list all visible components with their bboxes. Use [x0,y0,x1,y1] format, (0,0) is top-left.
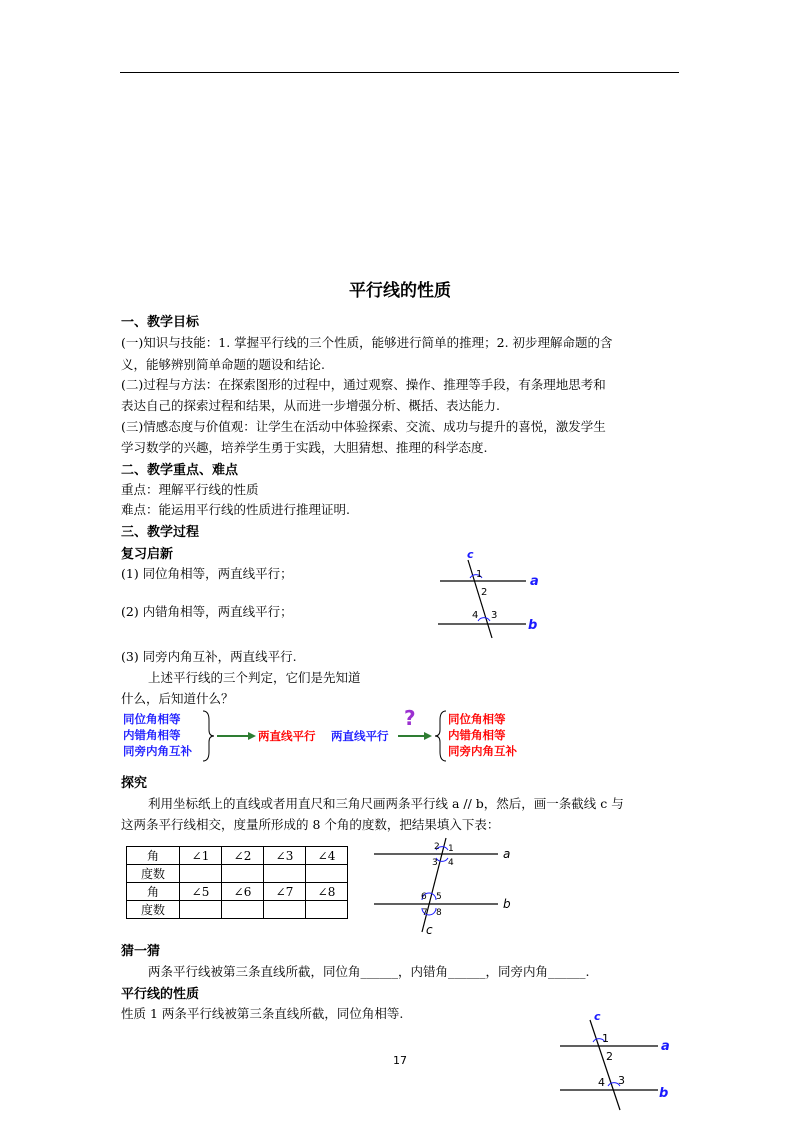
goal-2b: 表达自己的探索过程和结果，从而进一步增强分析、概括、表达能力. [121,398,500,413]
label-a: a [530,574,539,589]
angle-3: 3 [491,610,498,621]
flow-left-2: 内错角相等 [123,728,181,742]
goal-1a: (一)知识与技能：1. 掌握平行线的三个性质，能够进行简单的推理；2. 初步理解命题的含 [121,335,613,350]
table-cell: ∠8 [306,883,348,901]
page-title: 平行线的性质 [349,281,451,301]
review-1: (1) 同位角相等，两直线平行； [121,566,293,581]
table-row [127,883,348,901]
review-2: (2) 内错角相等，两直线平行； [121,604,293,619]
table-cell: ∠4 [306,847,348,865]
figure-parallel-lines-1 [430,548,550,640]
angle-5: 5 [436,892,442,902]
angle-6: 6 [421,892,427,902]
right-brace-open [435,711,446,761]
table-cell: 角 [127,883,180,901]
goal-2a: (二)过程与方法：在探索图形的过程中，通过观察、操作、推理等手段，有条理地思考和 [121,377,606,392]
angle-4: 4 [472,610,479,621]
page-number: 17 [393,1054,407,1067]
review-4a: 上述平行线的三个判定，它们是先知道 [148,670,361,685]
section-explore: 探究 [121,776,148,791]
label-b: b [659,1086,669,1101]
flow-left-3: 同旁内角互补 [123,744,192,758]
section-keypoints: 二、教学重点、难点 [121,463,239,478]
angle-7: 7 [422,908,428,918]
table-cell[interactable] [264,865,306,883]
flow-left-1: 同位角相等 [123,712,181,726]
difficulty-text: 难点：能运用平行线的性质进行推理证明. [121,502,350,517]
table-row [127,865,348,883]
arrow-right-icon [424,732,432,740]
review-3: (3) 同旁内角互补，两直线平行. [121,649,297,664]
table-cell: 度数 [127,865,180,883]
table-cell: 度数 [127,901,180,919]
table-cell: ∠6 [222,883,264,901]
section-review: 复习启新 [121,547,174,562]
table-cell: ∠7 [264,883,306,901]
guess-text: 两条平行线被第三条直线所截，同位角______，内错角______，同旁内角______. [148,964,590,979]
angle-3: 3 [432,858,438,868]
angle-2: 2 [434,842,440,852]
table-row [127,901,348,919]
table-cell: ∠3 [264,847,306,865]
section-goals: 一、教学目标 [121,315,200,330]
table-cell[interactable] [180,901,222,919]
table-cell[interactable] [306,865,348,883]
table-cell[interactable] [222,865,264,883]
table-cell: ∠2 [222,847,264,865]
label-c: c [426,923,433,937]
flow-connectors [200,708,460,764]
flow-right-list [448,711,517,759]
explore-1: 利用坐标纸上的直线或者用直尺和三角尺画两条平行线 a // b，然后，画一条截线 c 与 [148,796,624,811]
angle-8: 8 [436,908,442,918]
flow-right-3: 同旁内角互补 [448,744,517,758]
arrow-right-icon [248,732,256,740]
table-cell: ∠5 [180,883,222,901]
angle-1: 1 [448,844,454,854]
section-properties: 平行线的性质 [121,987,200,1002]
angle-table [126,846,348,919]
flow-mid-2: 两直线平行 [331,729,389,743]
section-guess: 猜一猜 [121,944,161,959]
angle-2: 2 [606,1050,613,1063]
flow-right-1: 同位角相等 [448,712,506,726]
table-cell[interactable] [180,865,222,883]
angle-2: 2 [481,587,488,598]
label-b: b [528,618,538,633]
focus-text: 重点：理解平行线的性质 [121,482,259,497]
goal-3a: (三)情感态度与价值观：让学生在活动中体验探索、交流、成功与提升的喜悦，激发学生 [121,419,606,434]
label-c: c [467,548,474,561]
angle-3: 3 [618,1074,625,1087]
goal-3b: 学习数学的兴趣，培养学生勇于实践，大胆猜想、推理的科学态度. [121,440,488,455]
angle-1: 1 [476,569,483,580]
table-cell[interactable] [306,901,348,919]
explore-2: 这两条平行线相交，度量所形成的 8 个角的度数，把结果填入下表： [121,817,500,832]
question-mark-icon: ? [404,706,416,730]
table-cell: 角 [127,847,180,865]
figure-eight-angles [370,836,520,936]
property-1: 性质 1 两条平行线被第三条直线所截，同位角相等. [121,1006,404,1021]
table-row [127,847,348,865]
angle-4: 4 [598,1076,605,1089]
label-b: b [503,897,511,911]
goal-1b: 义，能够辨别简单命题的题设和结论. [121,357,325,372]
table-cell: ∠1 [180,847,222,865]
review-4b: 什么，后知道什么？ [121,691,234,706]
header-rule [120,72,679,73]
left-brace-close [203,711,214,761]
label-a: a [661,1039,670,1054]
flow-right-2: 内错角相等 [448,728,506,742]
flow-left-list [123,711,192,759]
table-cell[interactable] [264,901,306,919]
angle-4: 4 [448,858,454,868]
flow-mid-1: 两直线平行 [258,729,316,743]
table-cell[interactable] [222,901,264,919]
label-a: a [503,847,511,861]
label-c: c [594,1010,601,1023]
section-process: 三、教学过程 [121,525,200,540]
angle-1: 1 [602,1032,609,1045]
